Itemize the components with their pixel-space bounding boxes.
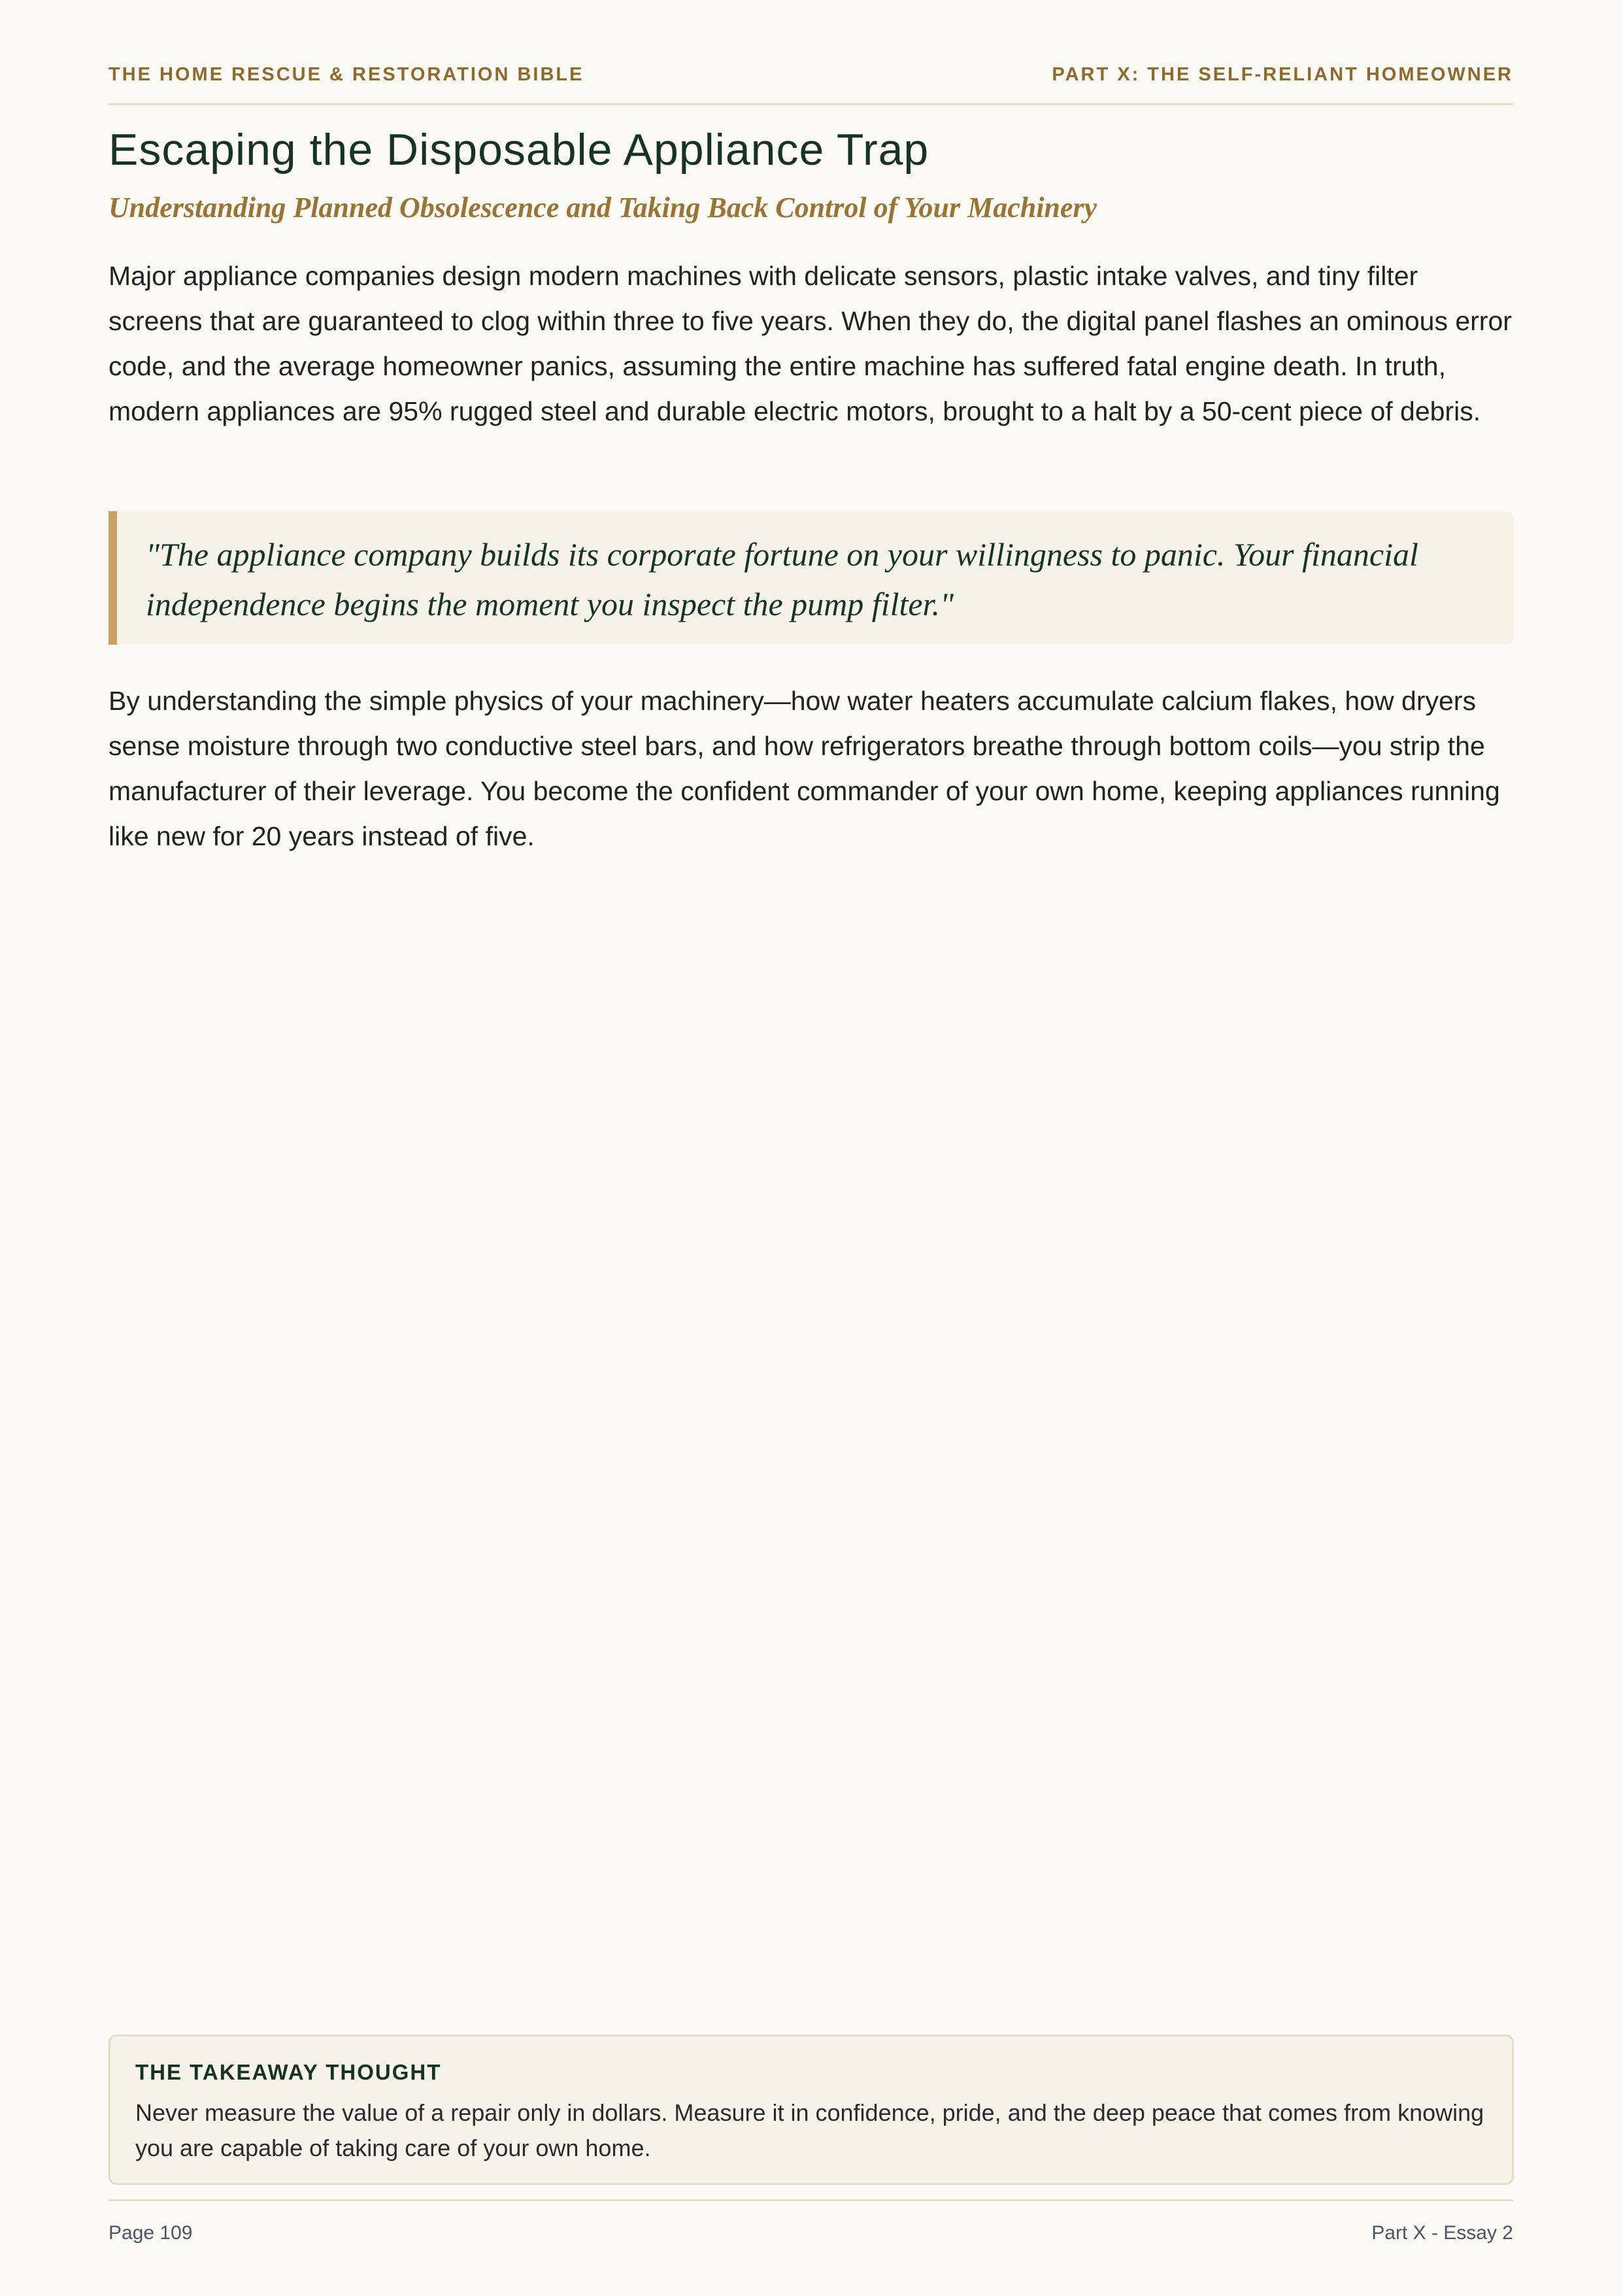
page-footer <box>109 2199 1513 2244</box>
page-number: Page 109 <box>109 2222 193 2244</box>
takeaway-text: Never measure the value of a repair only in dollars. Measure it in confidence, pride, and the deep peace that comes from knowing you are capable of taking care of your own home. <box>135 2099 1484 2161</box>
book-title: THE HOME RESCUE & RESTORATION BIBLE <box>109 64 584 85</box>
running-header <box>109 64 1513 105</box>
takeaway-box <box>109 2034 1514 2185</box>
essay-subtitle: Understanding Planned Obsolescence and Taking Back Control of Your Machinery <box>109 192 1097 224</box>
takeaway-title: THE TAKEAWAY THOUGHT <box>135 2060 442 2084</box>
body-paragraph-1: Major appliance companies design modern machines with delicate sensors, plastic intake valves, and tiny filter screens that are guaranteed to clog within three to five years. When they do, the digital panel flashes an ominous error code, and the average homeowner panics, assuming the entire machine has suffered fatal engine death. In truth, modern appliances are 95% rugged steel and durable electric motors, brought to a halt by a 50-cent piece of debris. <box>109 261 1512 426</box>
body-paragraph-2: By understanding the simple physics of your machinery—how water heaters accumulate calcium flakes, how dryers sense moisture through two conductive steel bars, and how refrigerators breathe through bottom coils—you strip the manufacturer of their leverage. You become the confident commander of your own home, keeping appliances running like new for 20 years instead of five. <box>109 686 1500 851</box>
section-label: Part X - Essay 2 <box>1371 2222 1513 2244</box>
pull-quote-text: "The appliance company builds its corporate fortune on your willingness to panic. Your financial independence begins the moment you inspect the pump filter." <box>146 536 1418 622</box>
part-title: PART X: THE SELF-RELIANT HOMEOWNER <box>1052 64 1513 85</box>
essay-title: Escaping the Disposable Appliance Trap <box>109 125 929 175</box>
pull-quote <box>109 511 1514 645</box>
